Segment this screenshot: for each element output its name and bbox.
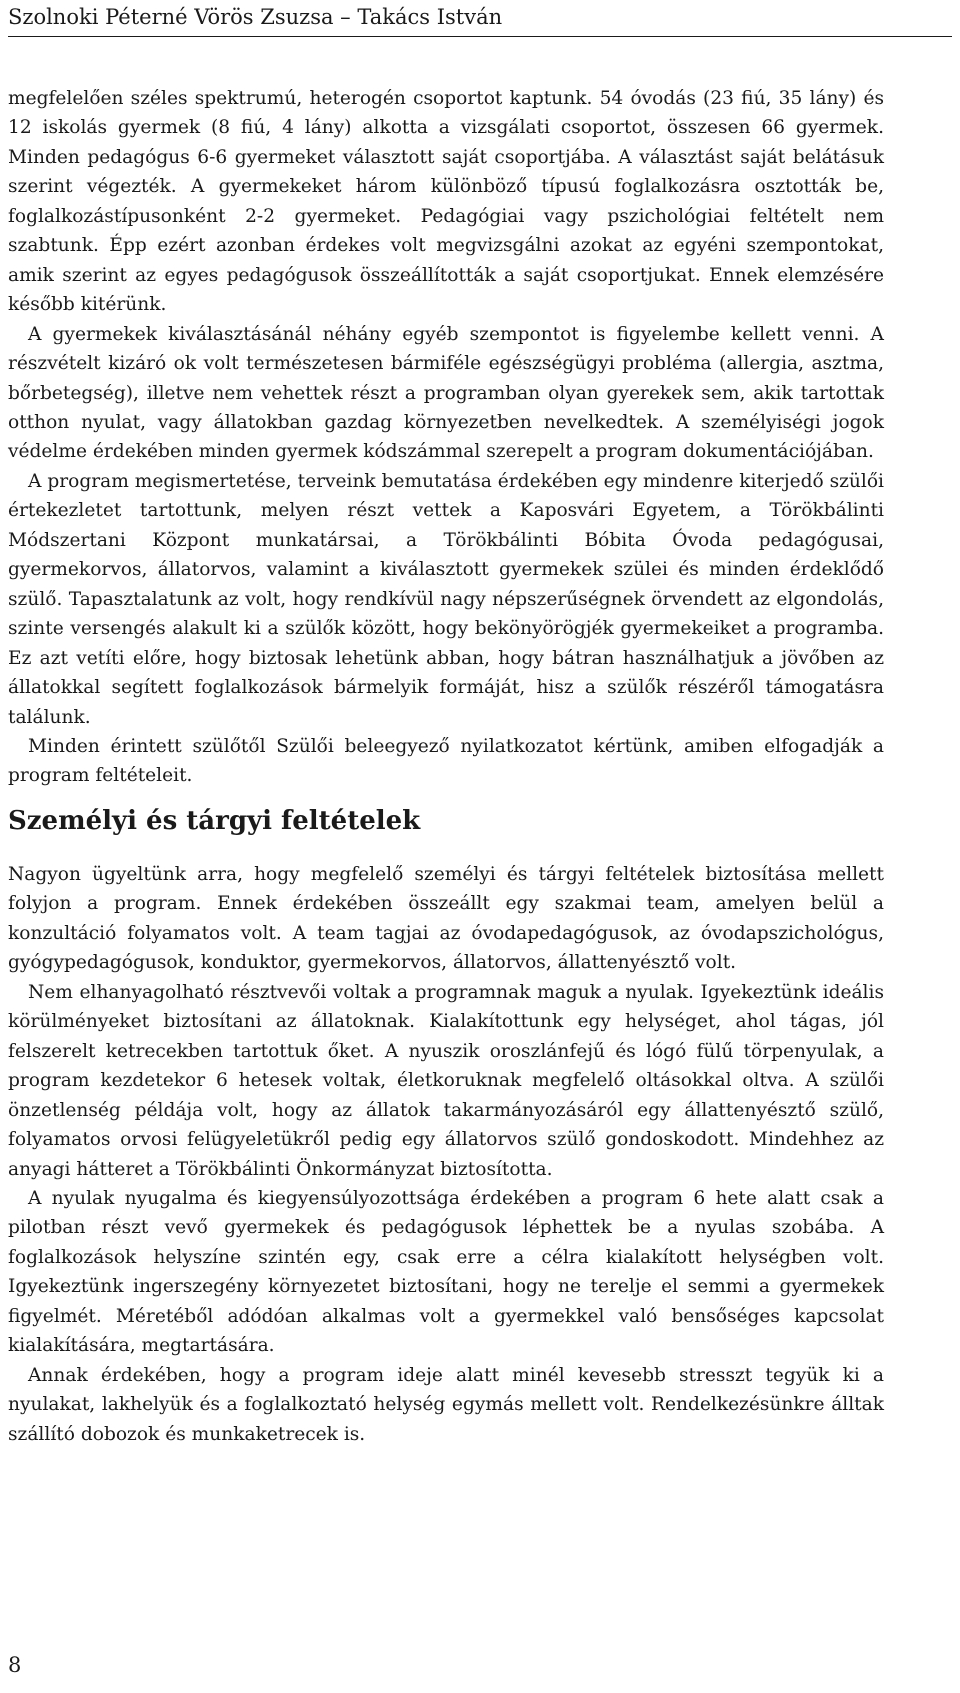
body-paragraph: A program megismertetése, terveink bemutatása érdekében egy mindenre kiterjedő szülői értekezletet tartottunk, melyen részt vettek a Kaposvári Egyetem, a Törökbálinti Módszertani Központ munkatársai, a Törökbálinti Bóbita Óvoda pedagógusai, gyermekorvos, állatorvos, valamint a kiválasztott gyermekek szülei és minden érdeklődő szülő. Tapasztalatunk az volt, hogy rendkívül nagy népszerűségnek örvendett az elgondolás, szinte versengés alakult ki a szülők között, hogy bekönyörögjék gyermekeiket a programba. Ez azt vetíti előre, hogy biztosak lehetünk abban, hogy bátran használhatjuk a jövőben az állatokkal segített foglalkozások bármelyik formáját, hisz a szülők részéről támogatásra találunk.: [8, 470, 884, 728]
body-paragraph: Minden érintett szülőtől Szülői beleegyező nyilatkozatot kértünk, amiben elfogadják a program feltételeit.: [8, 735, 884, 787]
section-heading: Személyi és tárgyi feltételek: [8, 806, 421, 836]
body-paragraph: A gyermekek kiválasztásánál néhány egyéb szempontot is figyelembe kellett venni. A részvételt kizáró ok volt természetesen bármiféle egészségügyi probléma (allergia, asztma, bőrbetegség), illetve nem vehettek részt a programban olyan gyerekek sem, akik tartottak otthon nyulat, vagy állatokban gazdag környezetben nevelkedtek. A személyiségi jogok védelme érdekében minden gyermek kódszámmal szerepelt a program dokumentációjában.: [8, 323, 884, 463]
running-header: [8, 0, 952, 37]
body-paragraph: megfelelően széles spektrumú, heterogén csoportot kaptunk. 54 óvodás (23 fiú, 35 lány) és 12 iskolás gyermek (8 fiú, 4 lány) alkotta a vizsgálati csoportot, összesen 66 gyermek. Minden pedagógus 6-6 gyermeket választott saját csoportjába. A választást saját belátásuk szerint végezték. A gyermekeket három különböző típusú foglalkozásra osztották be, foglalkozástípusonként 2-2 gyermeket. Pedagógiai vagy pszichológiai feltételt nem szabtunk. Épp ezért azonban érdekes volt megvizsgálni azokat az egyéni szempontokat, amik szerint az egyes pedagógusok összeállították a saját csoportjukat. Ennek elemzésére később kitérünk.: [8, 88, 884, 316]
running-title: Szolnoki Péterné Vörös Zsuzsa – Takács István: [8, 5, 503, 29]
body-paragraph: Annak érdekében, hogy a program ideje alatt minél kevesebb stresszt tegyük ki a nyulakat, lakhelyük és a foglalkoztató helység egymás mellett volt. Rendelkezésünkre álltak szállító dobozok és munkaketrecek is.: [8, 1364, 884, 1445]
intro-text-block: [8, 84, 884, 791]
section-text-block: [8, 860, 884, 1449]
body-paragraph: Nem elhanyagolható résztvevői voltak a programnak maguk a nyulak. Igyekeztünk ideális körülményeket biztosítani az állatoknak. Kialakítottunk egy helységet, ahol tágas, jól felszerelt ketrecekben tartottuk őket. A nyuszik oroszlánfejű és lógó fülű törpenyulak, a program kezdetekor 6 hetesek voltak, életkoruknak megfelelő oltásokkal oltva. A szülői önzetlenség példája volt, hogy az állatok takarmányozásáról egy állattenyésztő szülő, folyamatos orvosi felügyeletükről pedig egy állatorvos szülő gondoskodott. Mindehhez az anyagi hátteret a Törökbálinti Önkormányzat biztosította.: [8, 981, 884, 1180]
body-paragraph: Nagyon ügyeltünk arra, hogy megfelelő személyi és tárgyi feltételek biztosítása mellett folyjon a program. Ennek érdekében összeállt egy szakmai team, amelyen belül a konzultáció folyamatos volt. A team tagjai az óvodapedagógusok, az óvodapszichológus, gyógypedagógusok, konduktor, gyermekorvos, állatorvos, állattenyésztő volt.: [8, 864, 884, 974]
page-number: 8: [8, 1653, 22, 1677]
body-paragraph: A nyulak nyugalma és kiegyensúlyozottsága érdekében a program 6 hete alatt csak a pilotban részt vevő gyermekek és pedagógusok léphettek be a nyulas szobába. A foglalkozások helyszíne szintén egy, csak erre a célra kialakított helységben volt. Igyekeztünk ingerszegény környezetet biztosítani, hogy ne terelje el semmi a gyermekek figyelmét. Méretéből adódóan alkalmas volt a gyermekkel való bensőséges kapcsolat kialakítására, megtartására.: [8, 1187, 884, 1357]
